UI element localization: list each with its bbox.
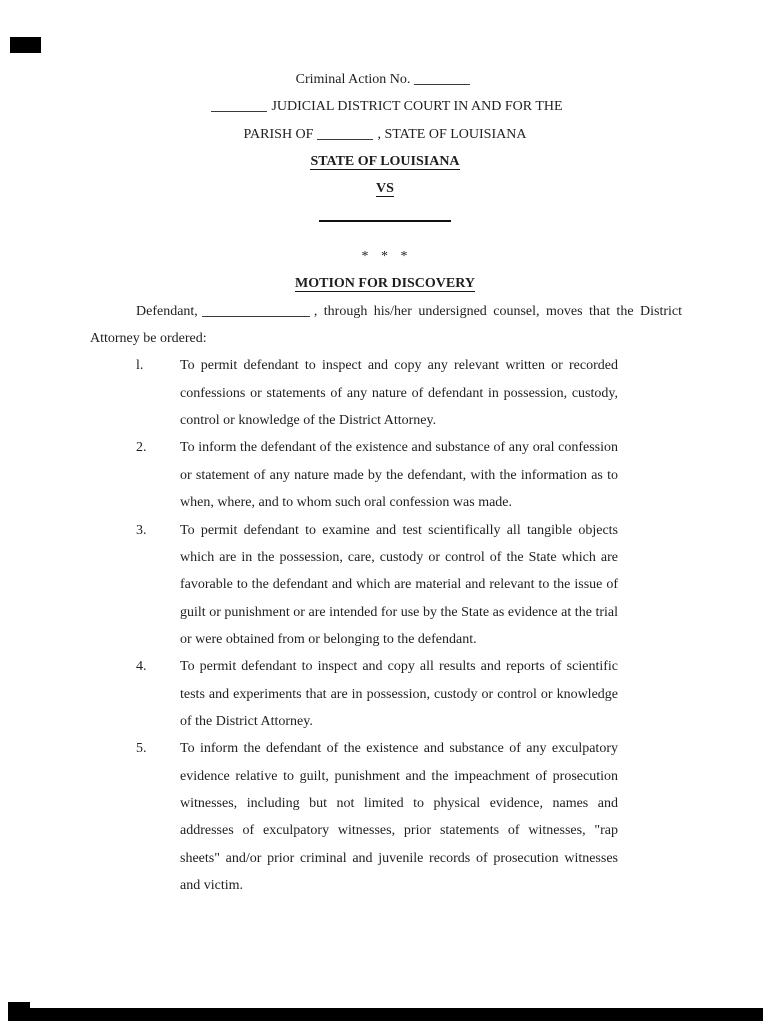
list-item-2 [136, 434, 618, 516]
page-title: MOTION FOR DISCOVERY [295, 276, 475, 292]
item-text: To inform the defendant of the existence and substance of any oral confession or statement of any nature made by the defendant, with the information as to when, where, and to whom such oral confession was made. [180, 440, 618, 511]
item-text: To permit defendant to examine and test scientifically all tangible objects which are in the possession, care, custody or control of the State which are favorable to the defendant and which are material and relevant to the issue of guilt or punishment or are intended for use by the State as evidence at the trial or were obtained from or belonging to the defendant. [180, 522, 618, 647]
stars-separator [0, 243, 770, 270]
court-label: JUDICIAL DISTRICT COURT IN AND FOR THE [271, 99, 563, 115]
district-number-blank [211, 97, 267, 112]
item-number: 3. [136, 522, 147, 538]
intro-tail: , through his/her undersigned counsel, moves that the District Attorney be ordered: [90, 303, 682, 347]
stars-text: * * * [361, 249, 409, 265]
item-text: To permit defendant to inspect and copy any relevant written or recorded confessions or statements of any nature of defendant in possession, custody, control or knowledge of the District Attorney. [180, 358, 618, 429]
list-item-4 [136, 653, 618, 735]
scan-artifact-bottom-bar [8, 1008, 763, 1021]
parish-name-blank [317, 125, 373, 140]
criminal-action-line [0, 66, 770, 93]
plaintiff-label: STATE OF LOUISIANA [310, 154, 460, 170]
intro-paragraph [90, 298, 682, 353]
scan-artifact-top-left [10, 37, 41, 53]
list-item-1 [136, 352, 618, 434]
parish-label: PARISH OF [243, 126, 314, 142]
defendant-name-line [0, 203, 770, 230]
defendant-name-blank [319, 203, 451, 222]
state-label: , STATE OF LOUISIANA [377, 126, 527, 142]
court-line [0, 93, 770, 120]
intro-lead: Defendant, [136, 303, 198, 319]
item-text: To permit defendant to inspect and copy all results and reports of scientific tests and experiments that are in possession, custody or control or knowledge of the District Attorney. [180, 659, 618, 729]
parish-line [0, 121, 770, 148]
item-number: 2. [136, 440, 147, 456]
versus-line [0, 175, 770, 202]
case-number-blank [414, 70, 470, 85]
item-number: 4. [136, 659, 147, 675]
list-item-5 [136, 735, 618, 899]
criminal-action-label: Criminal Action No. [295, 72, 411, 87]
document-title-line [0, 270, 770, 297]
defendant-inline-blank [202, 302, 310, 317]
list-item-3 [136, 517, 618, 654]
item-number: 5. [136, 741, 147, 757]
item-text: To inform the defendant of the existence and substance of any exculpatory evidence relative to guilt, punishment and the impeachment of prosecution witnesses, including but not limited to physical evidence, names and addresses of exculpatory witnesses, prior statements of witnesses, "rap sheets" and/or prior criminal and juvenile records of prosecution witnesses and victim. [180, 741, 618, 893]
versus-label: VS [376, 181, 394, 197]
item-number: l. [136, 358, 144, 374]
plaintiff-line [0, 148, 770, 175]
